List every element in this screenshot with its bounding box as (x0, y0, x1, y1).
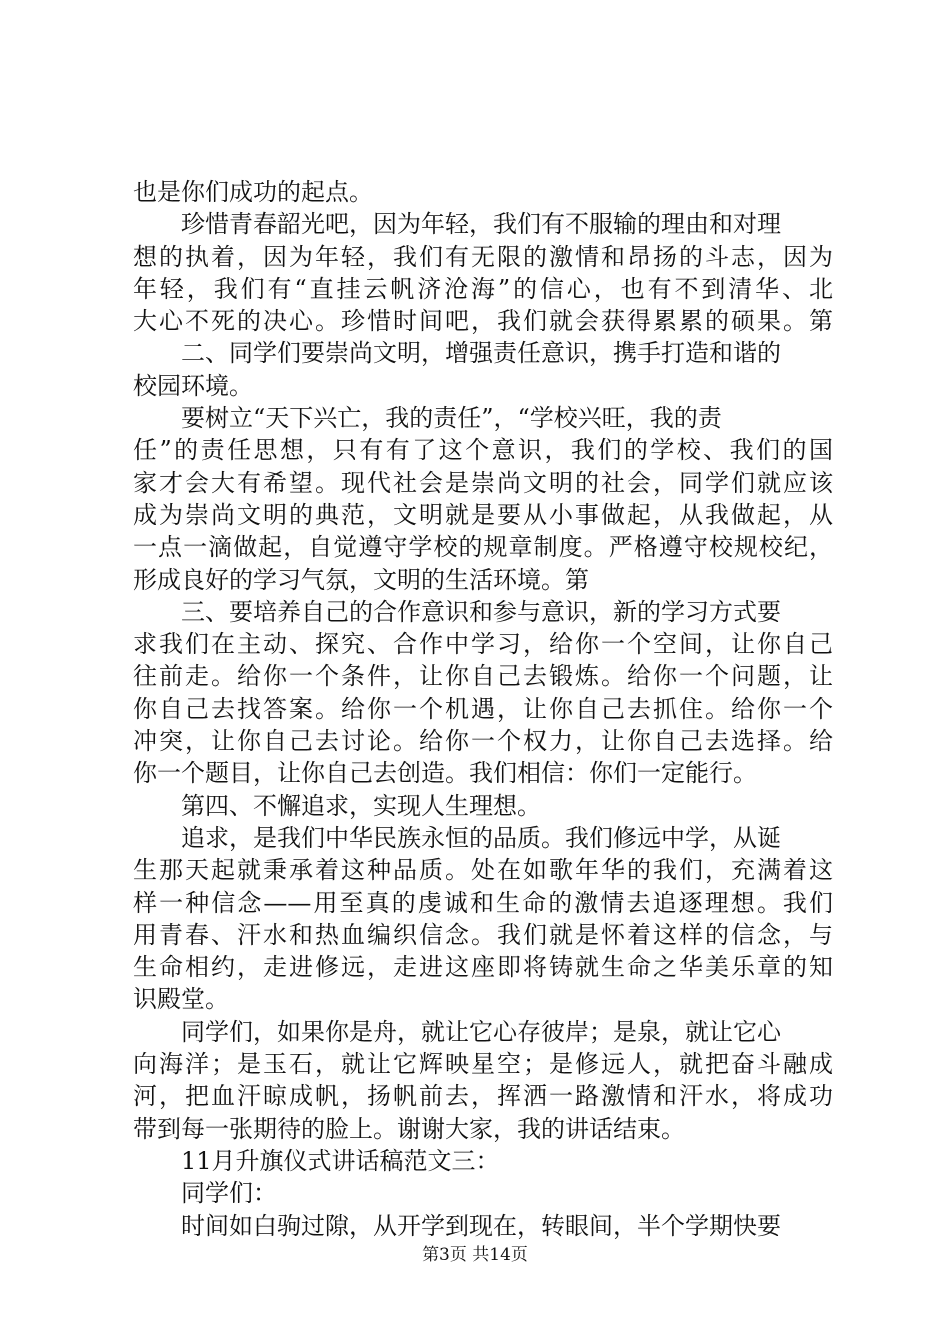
text-line: 要树立“天下兴亡，我的责任”，“学校兴旺，我的责 (181, 404, 722, 433)
text-line: 河，把血汗晾成帆，扬帆前去，挥洒一路激情和汗水，将成功 (133, 1082, 833, 1111)
text-line: 也是你们成功的起点。 (133, 178, 373, 206)
text-line: 识殿堂。 (133, 985, 229, 1014)
text-line: 第四、不懈追求，实现人生理想。 (181, 791, 541, 820)
text-line: 任”的责任思想，只有有了这个意识，我们的学校、我们的国 (133, 436, 833, 465)
document-body (133, 176, 833, 1242)
page-footer: 第3页 共14页 (422, 1245, 528, 1265)
text-line: 大心不死的决心。珍惜时间吧，我们就会获得累累的硕果。第 (133, 307, 833, 336)
text-line: 11月升旗仪式讲话稿范文三： (181, 1146, 500, 1175)
text-line: 冲突，让你自己去讨论。给你一个权力，让你自己去选择。给 (133, 727, 833, 756)
text-line: 带到每一张期待的脸上。谢谢大家，我的讲话结束。 (133, 1114, 685, 1143)
text-line: 珍惜青春韶光吧，因为年轻，我们有不服输的理由和对理 (181, 210, 781, 239)
text-line: 同学们，如果你是舟，就让它心存彼岸；是泉，就让它心 (181, 1017, 781, 1046)
text-line: 校园环境。 (133, 371, 253, 400)
text-line: 往前走。给你一个条件，让你自己去锻炼。给你一个问题，让 (133, 662, 833, 691)
text-line: 二、同学们要崇尚文明，增强责任意识，携手打造和谐的 (181, 339, 781, 368)
text-line: 想的执着，因为年轻，我们有无限的激情和昂扬的斗志，因为 (133, 242, 833, 271)
text-line: 生命相约，走进修远，走进这座即将铸就生命之华美乐章的知 (133, 953, 833, 982)
text-line: 形成良好的学习气氛，文明的生活环境。第 (133, 565, 589, 594)
text-line: 年轻，我们有“直挂云帆济沧海”的信心，也有不到清华、北 (133, 274, 833, 303)
text-line: 生那天起就秉承着这种品质。处在如歌年华的我们，充满着这 (133, 856, 833, 885)
text-line: 你自己去找答案。给你一个机遇，让你自己去抓住。给你一个 (133, 694, 833, 723)
text-line: 成为崇尚文明的典范，文明就是要从小事做起，从我做起，从 (133, 500, 833, 529)
text-line: 时间如白驹过隙，从开学到现在，转眼间，半个学期快要 (181, 1211, 781, 1240)
text-line: 样一种信念——用至真的虔诚和生命的激情去追逐理想。我们 (133, 888, 833, 917)
text-line: 向海洋；是玉石，就让它辉映星空；是修远人，就把奋斗融成 (133, 1050, 833, 1079)
text-line: 家才会大有希望。现代社会是崇尚文明的社会，同学们就应该 (133, 468, 833, 497)
text-line: 一点一滴做起，自觉遵守学校的规章制度。严格遵守校规校纪， (133, 533, 833, 562)
text-line: 求我们在主动、探究、合作中学习，给你一个空间，让你自己 (133, 630, 833, 659)
text-line: 同学们： (181, 1179, 277, 1208)
text-line: 用青春、汗水和热血编织信念。我们就是怀着这样的信念，与 (133, 920, 833, 949)
text-line: 你一个题目，让你自己去创造。我们相信：你们一定能行。 (133, 759, 757, 788)
text-line: 追求，是我们中华民族永恒的品质。我们修远中学，从诞 (181, 823, 781, 852)
text-line: 三、要培养自己的合作意识和参与意识，新的学习方式要 (181, 597, 781, 626)
